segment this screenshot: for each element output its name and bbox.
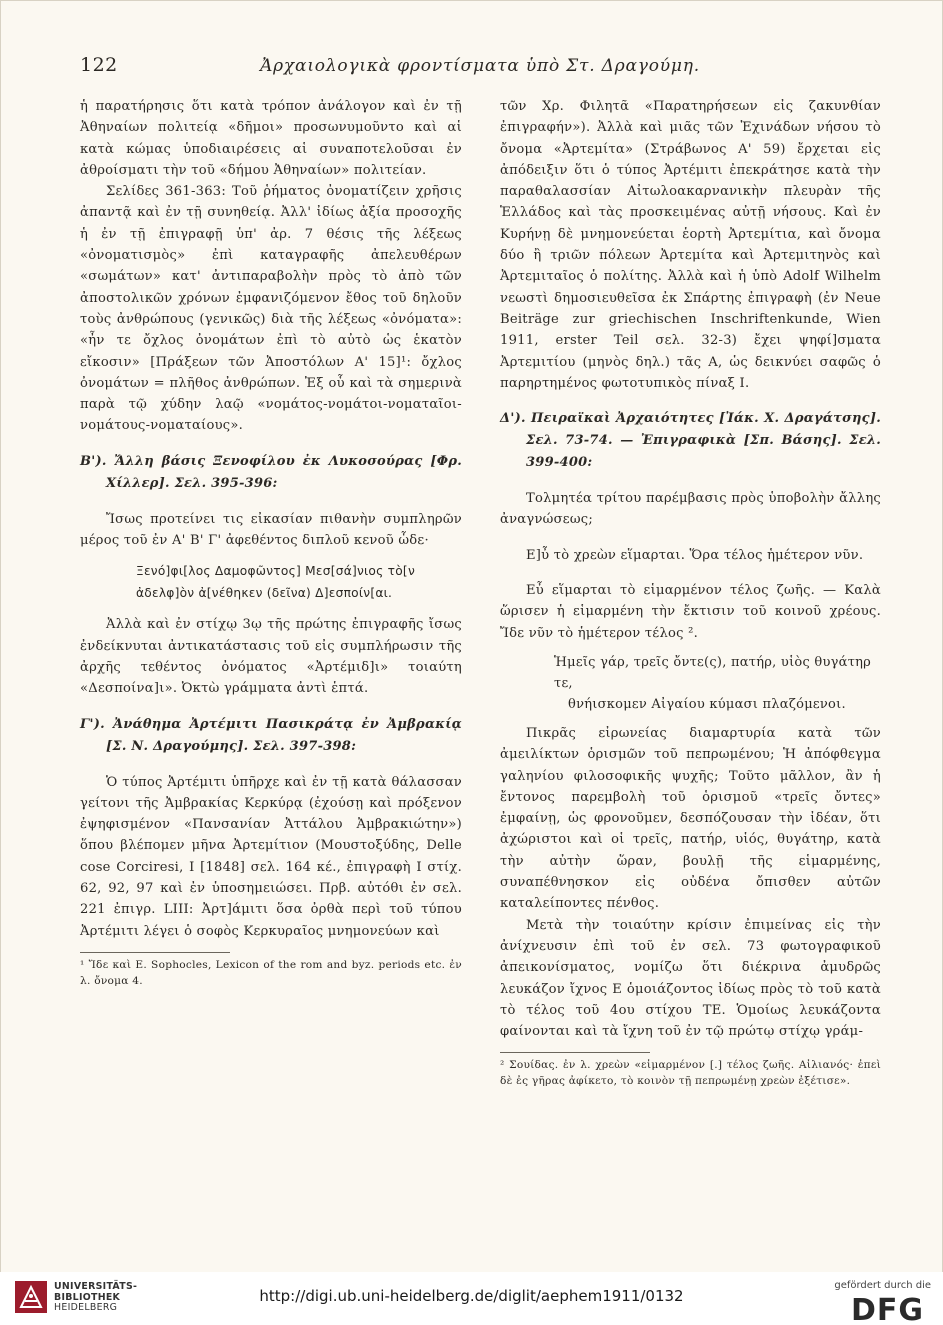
paragraph: Μετὰ τὴν τοιαύτην κρίσιν ἐπιμείνας εἰς τὴν ἀνίχνευσιν ἐπὶ τοῦ ἐν σελ. 73 φωτογραφικοῦ ἀπεικονίσματος, νομίζω ὅτι διέκρινα ἀμυδρῶς λευκάζον ἴχνος Ε ὁμοιάζοντος ἰδίως πρὸς τὸ τοῦ κατὰ τὸ τέλος τοῦ 4ου στίχου ΤΕ. Ὁμοίως λευκάζοντα φαίνονται καὶ τὰ ἴχνη τοῦ ἐν τῷ πρώτῳ στίχῳ γράμ- [500,917,881,1040]
dfg-logo-text: DFG [851,1294,925,1322]
right-column [500,96,881,1089]
paragraph: Ἴσως προτείνει τις εἰκασίαν πιθανὴν συμπληρῶν μέρος τοῦ ἐν Α' Β' Γ' ἀφεθέντος διπλοῦ κενοῦ ὧδε· [80,511,462,549]
paragraph: Πικρᾶς εἰρωνείας διαμαρτυρία κατὰ τῶν ἀμειλίκτων ὁρισμῶν τοῦ πεπρωμένου; Ἡ ἀπόφθεγμα γαληνίου φιλοσοφικῆς ψυχῆς; Τοῦτο μᾶλλον, ἂν ἡ ἔντονος παρεμβολὴ τοῦ ὁρισμοῦ «τρεῖς ὄντες» ἐμφαίνῃ, ὡς φρονοῦμεν, δεσπόζουσαν τὴν ἰδέαν, ὅτι ἀχώριστοι καὶ οἱ τρεῖς, πατήρ, υἱός, θυγάτηρ, κατὰ τὴν αὐτὴν ὥραν, βουλῇ τῆς εἱμαρμένης, συναπέθνησκον εἰς οὐδένα ὄπισθεν αὐτῶν καταλείποντες πένθος. [500,725,881,912]
page-number: 122 [80,54,118,76]
paragraph: Σελίδες 361-363: Τοῦ ῥήματος ὀνοματίζειν χρῆσις ἀπαντᾷ καὶ ἐν τῇ συνηθείᾳ. Ἀλλ' ἰδίως ἀξία προσοχῆς ἡ ἐν τῇ ἐπιγραφῇ ὑπ' ἀρ. 7 θέσις τῆς λέξεως «ὀνοματισμὸς» ἐπὶ καταγραφῆς ἀπελευθέρων «σωμάτων» κατ' ἀντιπαραβολὴν πρὸς τὸ ἀπὸ τῶν ἀποστολικῶν χρόνων ἐμφανιζόμενον ἔθος τοῦ δηλοῦν τοὺς ἀνθρώπους (γενικῶς) διὰ τῆς λέξεως «ὀνόματα»: «ἦν τε ὄχλος ὀνομάτων ἐπὶ τὸ αὐτὸ ὡς ἑκατὸν εἴκοσιν» [Πράξεων τῶν Ἀποστόλων Α' 15]¹: ὄχλος ὀνομάτων = πλῆθος ἀνθρώπων. Ἐξ οὗ καὶ τὰ σημερινὰ παρὰ τῷ χύδην λαῷ «νομάτος-νομάτοι-νοματαῖοι-νομάτους-νοματαίους». [80,184,462,434]
university-name-line: UNIVERSITÄTS- [54,1281,138,1292]
verse-line: Ἡμεῖς γάρ, τρεῖς ὄντε(ς), πατήρ, υἱὸς θυγάτηρ τε, [554,654,872,691]
permalink-url[interactable]: http://digi.ub.uni-heidelberg.de/diglit/aephem1911/0132 [259,1287,684,1305]
running-head: Ἀρχαιολογικὰ φροντίσματα ὑπὸ Στ. Δραγούμη. [260,56,700,76]
paragraph: Ἀλλὰ καὶ ἐν στίχῳ 3ῳ τῆς πρώτης ἐπιγραφῆς ἴσως ἐνδείκνυται ἀντικατάστασις τοῦ εἰς συμπλήρωσιν τῆς ἀρχῆς τεθέντος ὀνόματος «Ἀρτέμιδ]ι» τοιαύτη «Δεσποίνα]ι». Ὀκτὼ γράμματα ἀντὶ ἑπτά. [80,617,462,697]
inscription-text: Ξενό]φι[λος Δαμοφῶντος] Μεσ[σά]νιος τὸ[ν ἀδελφ]ὸν ἀ[νέθηκεν (δεῖνα) Δ]εσποίν[αι. [136,564,415,600]
paragraph: Τολμητέα τρίτου παρέμβασις πρὸς ὑποβολὴν ἄλλης ἀναγνώσεως; [500,491,881,528]
footnote: ² Σουίδας. ἐν λ. χρεὼν «εἱμαρμένον [.] τέλος ζωῆς. Αἰλιανός· ἐπεὶ δὲ ἐς γῆρας ἀφίκετο, τὸ κοινὸν τῇ πεπρωμένῃ χρεὼν ἐξέτισε». [500,1059,881,1088]
dfg-logo-icon[interactable] [851,1294,931,1322]
section-heading: Β'). Ἄλλη βάσις Ξενοφίλου ἐκ Λυκοσούρας [Φρ. Χίλλερ]. Σελ. 395-396: [80,453,462,491]
footnote: ¹ Ἴδε καὶ E. Sophocles, Lexicon of the rom and byz. periods etc. ἐν λ. ὄνομα 4. [80,958,462,987]
footnote-rule [500,1052,650,1053]
paragraph: τῶν Χρ. Φιλητᾶ «Παρατηρήσεων εἰς ζακυνθίαν ἐπιγραφήν»). Ἀλλὰ καὶ μιᾶς τῶν Ἐχινάδων νήσου τὸ ὄνομα «Ἀρτεμίτα» (Στράβωνος Α' 59) ἔρχεται εἰς ἀπόδειξιν ὅτι ὁ τύπος Ἀρτέμιτι ἐπεκράτησε κατὰ τὴν παραθαλασσίαν Αἰτωλοακαρνανικὴν πλευρὰν τῆς Ἑλλάδος καὶ τὰς προσκειμένας αὐτῇ νήσους. Καὶ ἐν Κυρήνῃ δὲ μνημονεύεται ἑορτὴ Ἀρτεμίτια, καὶ ὄνομα δύο ἢ τριῶν πόλεων Ἀρτεμίτα καὶ Ἀρτεμιτηνὸς καὶ Ἀρτεμιταῖος ὁ πολίτης. Ἀλλὰ καὶ ἡ ὑπὸ Adolf Wilhelm νεωστὶ δημοσιευθεῖσα ἐκ Σπάρτης ἐπιγραφὴ (ἐν Neue Beiträge zur griechischen Inschriftenkunde, Wien 1911, erster Teil σελ. 32-3) ἔχει ψηφί]σματα Ἀρτεμιτίου (μηνὸς δηλ.) τᾶς Α, ὡς δεικνύει σαφῶς ὁ παρηρτημένος φωτοτυπικὸς πίναξ I. [500,99,881,391]
verse-line: θνήισκομεν Αἰγαίου κύμασι πλαζόμενοι. [568,696,846,712]
dfg-tagline: gefördert durch die [834,1280,931,1291]
paragraph: Ε]ὖ τὸ χρεὼν εἵμαρται. Ὅρα τέλος ἡμέτερον νῦν. [526,547,864,563]
section-heading: Γ'). Ἀνάθημα Ἀρτέμιτι Πασικράτᾳ ἐν Ἀμβρακίᾳ [Σ. Ν. Δραγούμης]. Σελ. 397-398: [80,716,462,754]
section-heading: Δ'). Πειραϊκαὶ Ἀρχαιότητες [Ἰάκ. Χ. Δραγάτσης]. Σελ. 73-74. — Ἐπιγραφικὰ [Σπ. Βάσης]. Σελ. 399-400: [500,411,881,471]
paragraph: Ὁ τύπος Ἀρτέμιτι ὑπῆρχε καὶ ἐν τῇ κατὰ θάλασσαν γείτονι τῆς Ἀμβρακίας Κερκύρᾳ (ἐχούσῃ καὶ πρόξενον ἐψηφισμένον «Πανσανίαν Ἀττάλου Ἀμβρακιώτην») ὅπου βλέπομεν μῆνα Ἀρτεμίτιον (Μουστοξύδης, Delle cose Corciresi, I [1848] σελ. 164 κέ., ἐπιγραφὴ I στίχ. 62, 92, 97 καὶ ἐν ὑποσημειώσει. Πρβ. αὐτόθι ἐν σελ. 221 ἐπιγρ. LIII: Ἀρτ]άμιτι ὅσα ὀρθὰ περὶ τοῦ τύπου Ἀρτέμιτι λέγει ὁ σοφὸς Κερκυραῖος μνημονεύων καὶ [80,774,462,939]
university-name-line: HEIDELBERG [54,1302,118,1313]
paragraph: Εὖ εἵμαρται τὸ εἱμαρμένον τέλος ζωῆς. — Καλὰ ὥρισεν ἡ εἱμαρμένη τὴν ἔκτισιν τοῦ κοινοῦ χρέους. Ἴδε νῦν τὸ ἡμέτερον τέλος ². [500,583,881,641]
left-column [80,96,462,989]
university-name-line: BIBLIOTHEK [54,1291,121,1303]
paragraph: ἡ παρατήρησις ὅτι κατὰ τρόπον ἀνάλογον καὶ ἐν τῇ Ἀθηναίων πολιτείᾳ «δῆμοι» προσωνυμοῦντο καὶ αἱ κατὰ κώμας ὑποδιαιρέσεις αἱ συναποτελοῦσαι ἐν ἀθροίσματι τὴν τοῦ «δήμου Ἀθηναίων» πολιτείαν. [80,99,462,178]
footnote-rule [80,952,230,953]
footer-bar [0,1272,943,1325]
verse-block [554,652,881,715]
page-header [80,54,880,82]
